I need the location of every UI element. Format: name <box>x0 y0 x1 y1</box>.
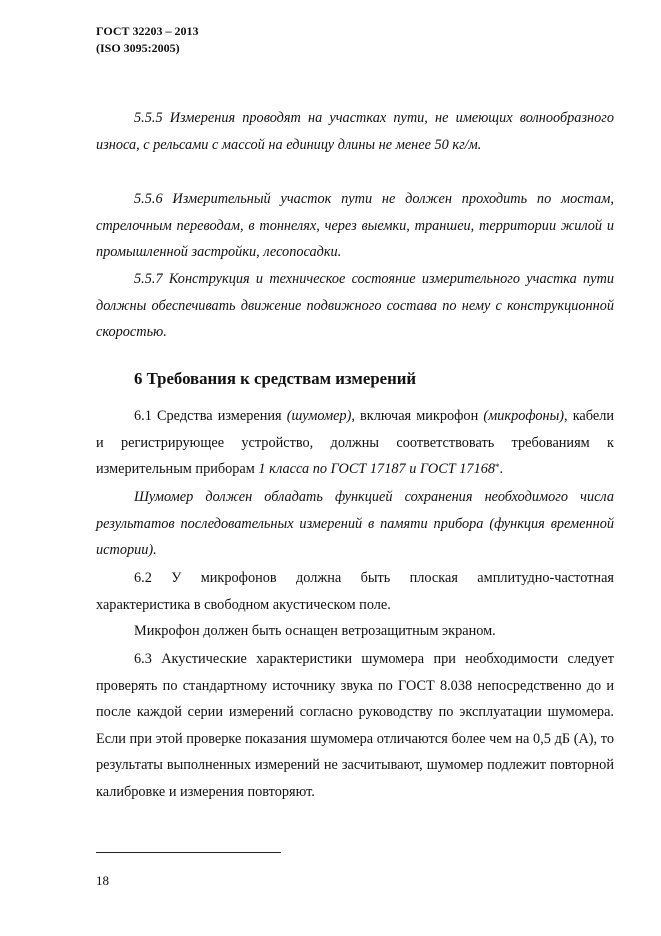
standard-number: ГОСТ 32203 – 2013 <box>96 24 199 38</box>
footnote-marker: * <box>495 462 500 473</box>
paragraph-6-1-b <box>96 484 614 564</box>
paragraph-5-5-6-text: 5.5.6 Измерительный участок пути не должен проходить по мостам, стрелочным переводам, в тоннелях, через выемки, траншеи, территории жилой и промышленной застройки, лесопосадки. <box>96 191 614 261</box>
paragraph-6-2 <box>96 565 614 618</box>
paragraph-5-5-7 <box>96 266 614 346</box>
paragraph-6-2-b-text: Микрофон должен быть оснащен ветрозащитным экраном. <box>134 623 496 639</box>
paragraph-6-2-text: 6.2 У микрофонов должна быть плоская амплитудно-частотная характеристика в свободном акустическом поле. <box>96 570 614 613</box>
iso-reference: (ISO 3095:2005) <box>96 41 180 55</box>
section-6-heading: 6 Требования к средствам измерений <box>134 369 417 388</box>
p61-b: (шумомер), <box>286 408 355 424</box>
paragraph-5-5-5 <box>96 105 614 158</box>
paragraph-6-3-text: 6.3 Акустические характеристики шумомера при необходимости следует проверять по стандартному источнику звука по ГОСТ 8.038 непосредственно до и после каждой серии измерений согласно руководству по эксплуатации шумомера. Если при этой проверке показания шумомера отличаются более чем на 0,5 дБ (А), то результаты выполненных измерений не засчитывают, шумомер подлежит повторной калибровке и измерения повторяют. <box>96 651 614 800</box>
paragraph-5-5-5-text: 5.5.5 Измерения проводят на участках пути, не имеющих волнообразного износа, с рельсами с массой на единицу длины не менее 50 кг/м. <box>96 110 614 153</box>
p61-h: . <box>499 461 504 478</box>
p61-f: 1 класса по ГОСТ 17187 и ГОСТ 17168 <box>258 461 496 478</box>
p61-c: включая микрофон <box>354 408 484 424</box>
paragraph-6-3 <box>96 646 614 806</box>
paragraph-5-5-7-text: 5.5.7 Конструкция и техническое состояние измерительного участка пути должны обеспечивать движение подвижного состава по нему с конструкционной скоростью. <box>96 271 614 341</box>
document-header <box>96 23 199 57</box>
paragraph-6-2-b <box>96 618 614 645</box>
p61-a: 6.1 Средства измерения <box>134 408 287 424</box>
paragraph-6-1-b-text: Шумомер должен обладать функцией сохранения необходимого числа результатов последовательных измерений в памяти прибора (функция временной истории). <box>96 489 614 559</box>
paragraph-5-5-6 <box>96 186 614 266</box>
footnote-divider <box>96 852 281 853</box>
p61-e: , кабели и регистрирующее устройство, должны соответствовать требованиям к измерительным приборам <box>96 408 614 478</box>
page-number: 18 <box>96 873 109 888</box>
p61-d: (микрофоны) <box>483 408 565 424</box>
paragraph-6-1 <box>96 403 614 483</box>
